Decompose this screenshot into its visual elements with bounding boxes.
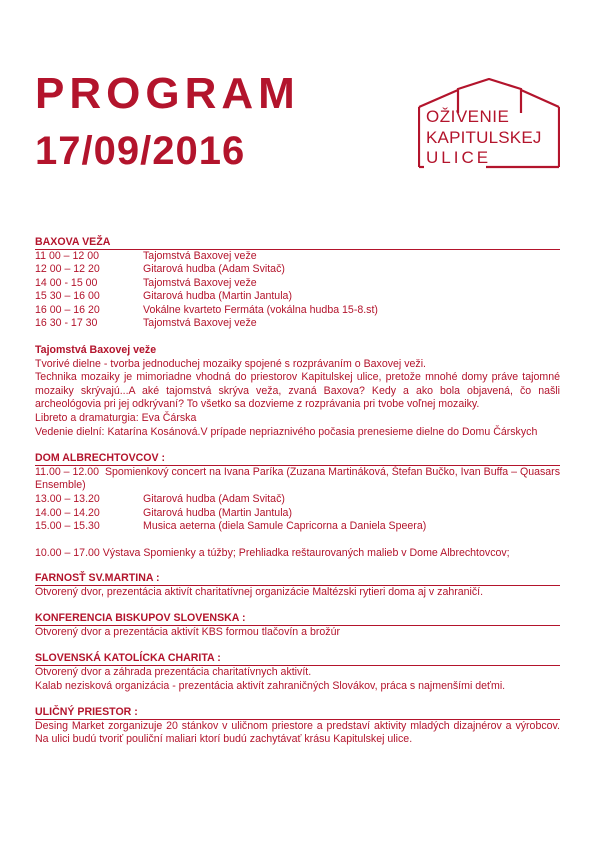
paragraph: Libreto a dramaturgia: Eva Čárska [35, 412, 197, 425]
paragraph: Technika mozaiky je mimoriadne vhodná do priestorov Kapitulskej ulice, pretože mnohé domy práve tajomné mozaiky skrývajú...A aké tajomstvá skrýva veža, zvaná Baxova? Kedy a ako bola objavená, čo našli archeológovia pri jej odkrývaní? To všetko sa dozvieme z rozprávania pri tvobe voľnej mozaiky. [35, 371, 560, 411]
item-text: Gitarová hudba (Martin Jantula) [143, 506, 292, 519]
logo-line-3: ULICE [426, 148, 492, 167]
ozivenie-logo [418, 78, 560, 170]
item-text: Tajomstvá Baxovej veže [143, 249, 257, 262]
list-item [35, 520, 560, 534]
paragraph: Otvorený dvor a záhrada prezentácia charitatívnych aktivít. [35, 665, 312, 678]
program-content [35, 236, 560, 760]
paragraph: Otvorený dvor a prezentácia aktivít KBS formou tlačovín a brožúr [35, 625, 341, 638]
list-item [35, 317, 560, 331]
list-item [35, 277, 560, 291]
item-time: 11 00 – 12 00 [35, 249, 100, 262]
list-item [35, 290, 560, 304]
item-time: 12 00 – 12 20 [35, 263, 100, 276]
paragraph: Kalab nezisková organizácia - prezentácia aktivít zahraničných Slovákov, práca s najmenšími deťmi. [35, 679, 506, 692]
item-text: Spomienkový concert na Ivana Paríka (Zuzana Martináková, Štefan Bučko, Ivan Buffa – Quasars Ensemble) [35, 465, 560, 492]
list-item [35, 304, 560, 318]
section-farnost [35, 572, 560, 599]
item-time: 14 00 - 15 00 [35, 276, 98, 289]
item-text: Gitarová hudba (Martin Jantula) [143, 290, 292, 303]
section-ulicny-priestor [35, 706, 560, 747]
section-heading: ULIČNÝ PRIESTOR : [35, 706, 560, 720]
item-time: 13.00 – 13.20 [35, 492, 100, 505]
item-time: 11.00 – 12.00 [35, 465, 100, 478]
section-heading: BAXOVA VEŽA [35, 236, 560, 250]
list-item [35, 507, 560, 521]
paragraph: Otvorený dvor, prezentácia aktivít charitatívnej organizácie Maltézski rytieri doma aj v zahraničí. [35, 585, 484, 598]
list-item [35, 493, 560, 507]
section-konferencia [35, 612, 560, 639]
section-charita [35, 652, 560, 693]
paragraph: Vedenie dielní: Katarína Kosánová.V prípade nepriaznivého počasia prenesieme dielne do Domu Čárskych [35, 425, 538, 438]
section-heading: DOM ALBRECHTOVCOV : [35, 452, 560, 466]
section-vystava [35, 547, 560, 561]
program-date: 17/09/2016 [35, 129, 246, 173]
section-heading: SLOVENSKÁ KATOLÍCKA CHARITA : [35, 652, 560, 666]
section-dom-albrechtovcov [35, 452, 560, 533]
item-time: 15 30 – 16 00 [35, 290, 100, 303]
paragraph: Tvorivé dielne - tvorba jednoduchej mozaiky spojené s rozprávaním o Baxovej veži. [35, 357, 426, 370]
subsection-heading: Tajomstvá Baxovej veže [35, 344, 157, 357]
section-heading: KONFERENCIA BISKUPOV SLOVENSKA : [35, 612, 560, 626]
logo-line-2: KAPITULSKEJ [426, 128, 542, 147]
section-baxova-veza [35, 236, 560, 331]
item-text: Tajomstvá Baxovej veže [143, 317, 257, 330]
paragraph: Desing Market zorganizuje 20 stánkov v uličnom priestore a predstaví aktivity mladých dizajnérov a výrobcov. Na ulici budú tvoriť pouliční maliari ktorí budú zachytávať krásu Kapitulskej ulice. [35, 719, 560, 746]
exhibition-line: 10.00 – 17.00 Výstava Spomienky a túžby; Prehliadka reštaurovaných malieb v Dome Albrechtovcov; [35, 546, 510, 559]
page-title: PROGRAM [35, 69, 300, 118]
item-text: Gitarová hudba (Adam Svitač) [143, 263, 285, 276]
list-item [35, 466, 560, 493]
item-time: 15.00 – 15.30 [35, 520, 100, 533]
item-time: 16 30 - 17 30 [35, 317, 98, 330]
list-item [35, 250, 560, 264]
item-text: Tajomstvá Baxovej veže [143, 276, 257, 289]
item-text: Gitarová hudba (Adam Svitač) [143, 492, 285, 505]
section-tajomstva [35, 344, 560, 439]
section-heading: FARNOSŤ SV.MARTINA : [35, 572, 560, 586]
item-time: 16 00 – 16 20 [35, 303, 100, 316]
list-item [35, 263, 560, 277]
logo-line-1: OŽIVENIE [426, 107, 510, 126]
item-text: Vokálne kvarteto Fermáta (vokálna hudba 15-8.st) [143, 303, 378, 316]
item-text: Musica aeterna (diela Samule Capricorna a Daniela Speera) [143, 520, 427, 533]
item-time: 14.00 – 14.20 [35, 506, 100, 519]
